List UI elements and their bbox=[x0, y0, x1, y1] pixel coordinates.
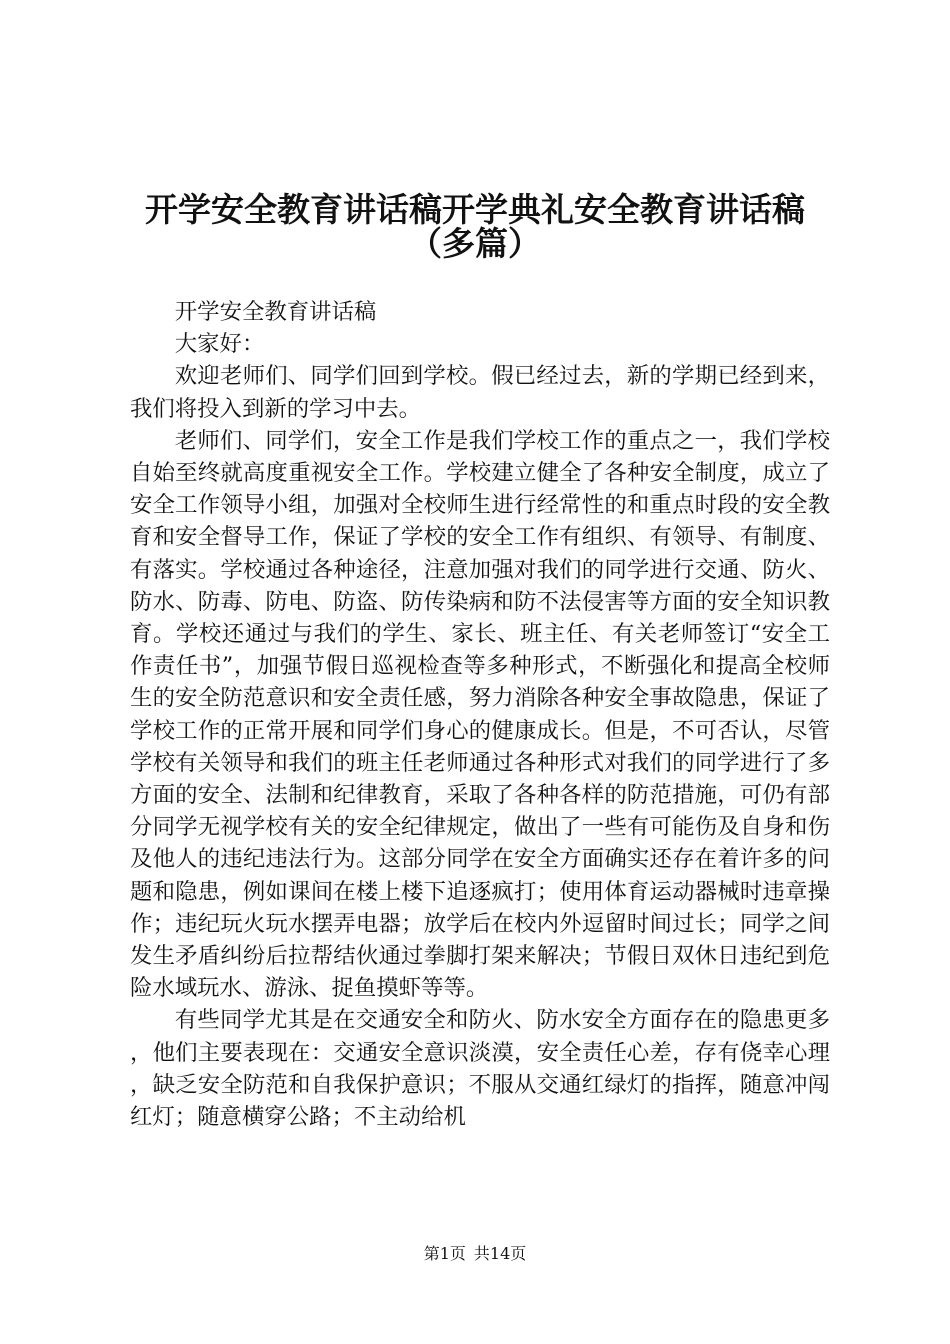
paragraph: 欢迎老师们、同学们回到学校。假已经过去，新的学期已经到来，我们将投入到新的学习中去。 bbox=[130, 363, 830, 422]
paragraph-greeting: 大家好： bbox=[174, 331, 265, 358]
page-total: 共14页 bbox=[473, 1244, 527, 1263]
paragraph-subtitle: 开学安全教育讲话稿 bbox=[174, 299, 377, 325]
document-body bbox=[130, 296, 830, 1133]
page-footer bbox=[0, 1243, 950, 1265]
paragraph: 有些同学尤其是在交通安全和防火、防水安全方面存在的隐患更多，他们主要表现在：交通安全意识淡漠，安全责任心差，存有侥幸心理，缺乏安全防范和自我保护意识；不服从交通红绿灯的指挥，随意冲闯红灯；随意横穿公路；不主动给机 bbox=[130, 1007, 830, 1131]
document-title-line1: 开学安全教育讲话稿开学典礼安全教育讲话稿 bbox=[145, 190, 805, 229]
document-title-line2: （多篇） bbox=[409, 224, 541, 263]
paragraph: 老师们、同学们，安全工作是我们学校工作的重点之一，我们学校自始至终就高度重视安全工作。学校建立健全了各种安全制度，成立了安全工作领导小组，加强对全校师生进行经常性的和重点时段的安全教育和安全督导工作，保证了学校的安全工作有组织、有领导、有制度、有落实。学校通过各种途径，注意加强对我们的同学进行交通、防火、防水、防毒、防电、防盗、防传染病和防不法侵害等方面的安全知识教育。学校还通过与我们的学生、家长、班主任、有关老师签订“安全工作责任书”，加强节假日巡视检查等多种形式，不断强化和提高全校师生的安全防范意识和安全责任感，努力消除各种安全事故隐患，保证了学校工作的正常开展和同学们身心的健康成长。但是，不可否认，尽管学校有关领导和我们的班主任老师通过各种形式对我们的同学进行了多方面的安全、法制和纪律教育，采取了各种各样的防范措施，可仍有部分同学无视学校有关的安全纪律规定，做出了一些有可能伤及自身和伤及他人的违纪违法行为。这部分同学在安全方面确实还存在着许多的问题和隐患，例如课间在楼上楼下追逐疯打；使用体育运动器械时违章操作；违纪玩火玩水摆弄电器；放学后在校内外逗留时间过长；同学之间发生矛盾纠纷后拉帮结伙通过拳脚打架来解决；节假日双休日违纪到危险水域玩水、游泳、捉鱼摸虾等等。 bbox=[130, 427, 830, 1002]
page-number: 第1页 bbox=[423, 1244, 466, 1263]
